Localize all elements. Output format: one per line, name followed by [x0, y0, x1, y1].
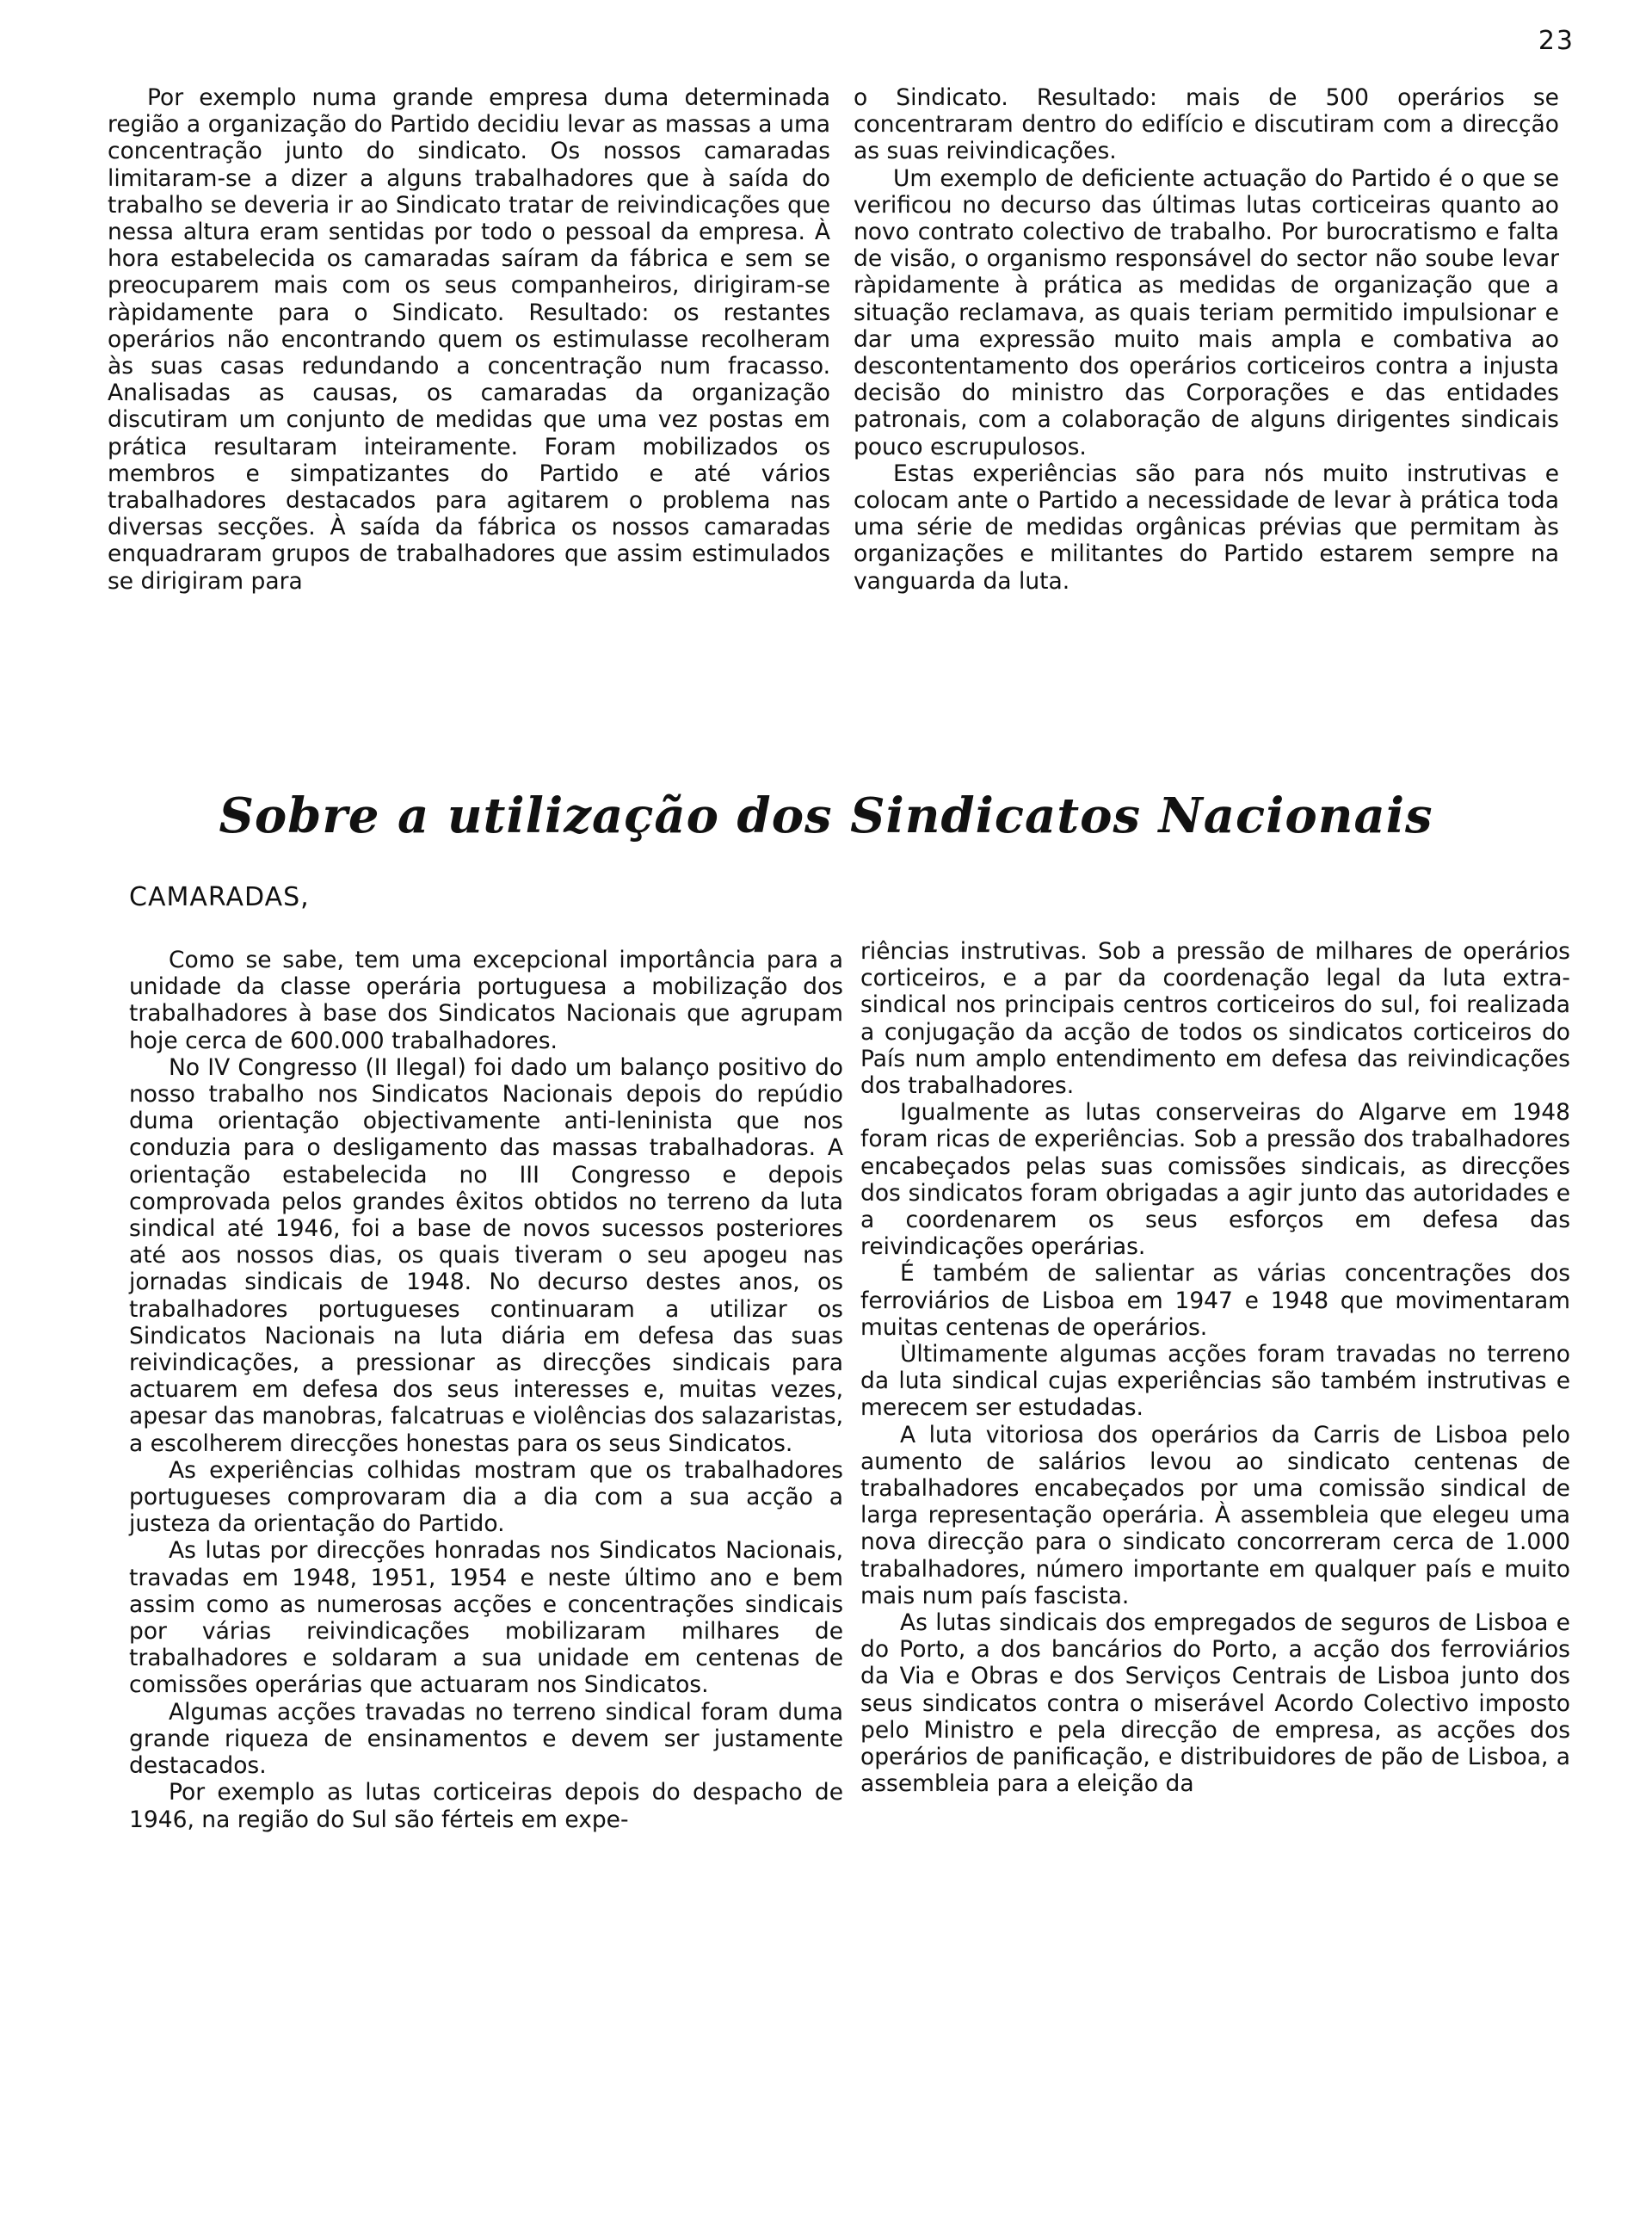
paragraph: riências instrutivas. Sob a pressão de milhares de operários corticeiros, e a par da coordenação legal da luta extra-sindical nos principais centros corticeiros do sul, foi realizada a conjugação da acção de todos os sindicatos corticeiros do País num amplo entendimento em defesa das reivindicações dos trabalhadores. — [860, 938, 1570, 1100]
paragraph: Estas experiências são para nós muito instrutivas e colocam ante o Partido a necessidade de levar à prática toda uma série de medidas orgânicas prévias que permitam às organizações e militantes do Partido estarem sempre na vanguarda da luta. — [854, 460, 1559, 595]
section-heading: Sobre a utilização dos Sindicatos Nacionais — [219, 787, 1433, 844]
page-number: 23 — [1538, 26, 1575, 56]
paragraph: As lutas sindicais dos empregados de seguros de Lisboa e do Porto, a dos bancários do Porto, a acção dos ferroviários da Via e Obras e dos Serviços Centrais de Lisboa junto dos seus sindicatos contra o miserável Acordo Colectivo imposto pelo Ministro e pela direcção de empresa, as acções dos operários de panificação, e distribuidores de pão de Lisboa, a assembleia para a eleição da — [860, 1609, 1570, 1798]
top-left-column — [108, 84, 830, 595]
paragraph: As lutas por direcções honradas nos Sindicatos Nacionais, travadas em 1948, 1951, 1954 e neste último ano e bem assim como as numerosas acções e concentrações sindicais por várias reivindicações mobilizaram milhares de trabalhadores e soldaram a sua unidade em centenas de comissões operárias que actuaram nos Sindicatos. — [129, 1537, 843, 1699]
paragraph: É também de salientar as várias concentrações dos ferroviários de Lisboa em 1947 e 1948 que movimentaram muitas centenas de operários. — [860, 1260, 1570, 1341]
paragraph: As experiências colhidas mostram que os trabalhadores portugueses comprovaram dia a dia com a sua acção a justeza da orientação do Partido. — [129, 1456, 843, 1538]
paragraph: No IV Congresso (II Ilegal) foi dado um balanço positivo do nosso trabalho nos Sindicatos Nacionais depois do repúdio duma orientação objectivamente anti-leninista que nos conduzia para o desligamento das massas trabalhadoras. A orientação estabelecida no III Congresso e depois comprovada pelos grandes êxitos obtidos no terreno da luta sindical até 1946, foi a base de novos sucessos posteriores até aos nossos dias, os quais tiveram o seu apogeu nas jornadas sindicais de 1948. No decurso destes anos, os trabalhadores portugueses continuaram a utilizar os Sindicatos Nacionais na luta diária em defesa das suas reivindicações, a pressionar as direcções sindicais para actuarem em defesa dos seus interesses e, muitas vezes, apesar das manobras, falcatruas e violências dos salazaristas, a escolherem direcções honestas para os seus Sindicatos. — [129, 1053, 843, 1457]
paragraph: Igualmente as lutas conserveiras do Algarve em 1948 foram ricas de experiências. Sob a pressão dos trabalhadores encabeçados pelas suas comissões sindicais, as direcções dos sindicatos foram obrigadas a agir junto das autoridades e a coordenarem os seus esforços em defesa das reivindicações operárias. — [860, 1099, 1570, 1261]
bottom-right-column — [860, 938, 1570, 1798]
salutation: CAMARADAS, — [129, 882, 310, 912]
paragraph: A luta vitoriosa dos operários da Carris de Lisboa pelo aumento de salários levou ao sindicato centenas de trabalhadores encabeçados por uma comissão sindical de larga representação operária. À assembleia que elegeu uma nova direcção para o sindicato concorreram cerca de 1.000 trabalhadores, número importante em qualquer país e muito mais num país fascista. — [860, 1421, 1570, 1609]
top-right-column — [854, 84, 1559, 595]
paragraph: Algumas acções travadas no terreno sindical foram duma grande riqueza de ensinamentos e devem ser justamente destacados. — [129, 1698, 843, 1780]
paragraph: Um exemplo de deficiente actuação do Partido é o que se verificou no decurso das últimas lutas corticeiras quanto ao novo contrato colectivo de trabalho. Por burocratismo e falta de visão, o organismo responsável do sector não soube levar ràpidamente à prática as medidas de organização que a situação reclamava, as quais teriam permitido impulsionar e dar uma expressão muito mais ampla e combativa ao descontentamento dos operários corticeiros contra a injusta decisão do ministro das Corporações e das entidades patronais, com a colaboração de alguns dirigentes sindicais pouco escrupulosos. — [854, 164, 1559, 460]
paragraph: Como se sabe, tem uma excepcional importância para a unidade da classe operária portuguesa a mobilização dos trabalhadores à base dos Sindicatos Nacionais que agrupam hoje cerca de 600.000 trabalhadores. — [129, 947, 843, 1054]
paragraph: Por exemplo as lutas corticeiras depois do despacho de 1946, na região do Sul são férteis em expe- — [129, 1779, 843, 1833]
bottom-left-column — [129, 947, 843, 1833]
paragraph: Por exemplo numa grande empresa duma determinada região a organização do Partido decidiu levar as massas a uma concentração junto do sindicato. Os nossos camaradas limitaram-se a dizer a alguns trabalhadores que à saída do trabalho se deveria ir ao Sindicato tratar de reivindicações que nessa altura eram sentidas por todo o pessoal da empresa. À hora estabelecida os camaradas saíram da fábrica e sem se preocuparem mais com os seus companheiros, dirigiram-se ràpidamente para o Sindicato. Resultado: os restantes operários não encontrando quem os estimulasse recolheram às suas casas redundando a concentração num fracasso. Analisadas as causas, os camaradas da organização discutiram um conjunto de medidas que uma vez postas em prática resultaram inteiramente. Foram mobilizados os membros e simpatizantes do Partido e até vários trabalhadores destacados para agitarem o problema nas diversas secções. À saída da fábrica os nossos camaradas enquadraram grupos de trabalhadores que assim estimulados se dirigiram para — [108, 84, 830, 595]
paragraph: Ùltimamente algumas acções foram travadas no terreno da luta sindical cujas experiências são também instrutivas e merecem ser estudadas. — [860, 1341, 1570, 1422]
paragraph: o Sindicato. Resultado: mais de 500 operários se concentraram dentro do edifício e discutiram com a direcção as suas reivindicações. — [854, 84, 1559, 165]
